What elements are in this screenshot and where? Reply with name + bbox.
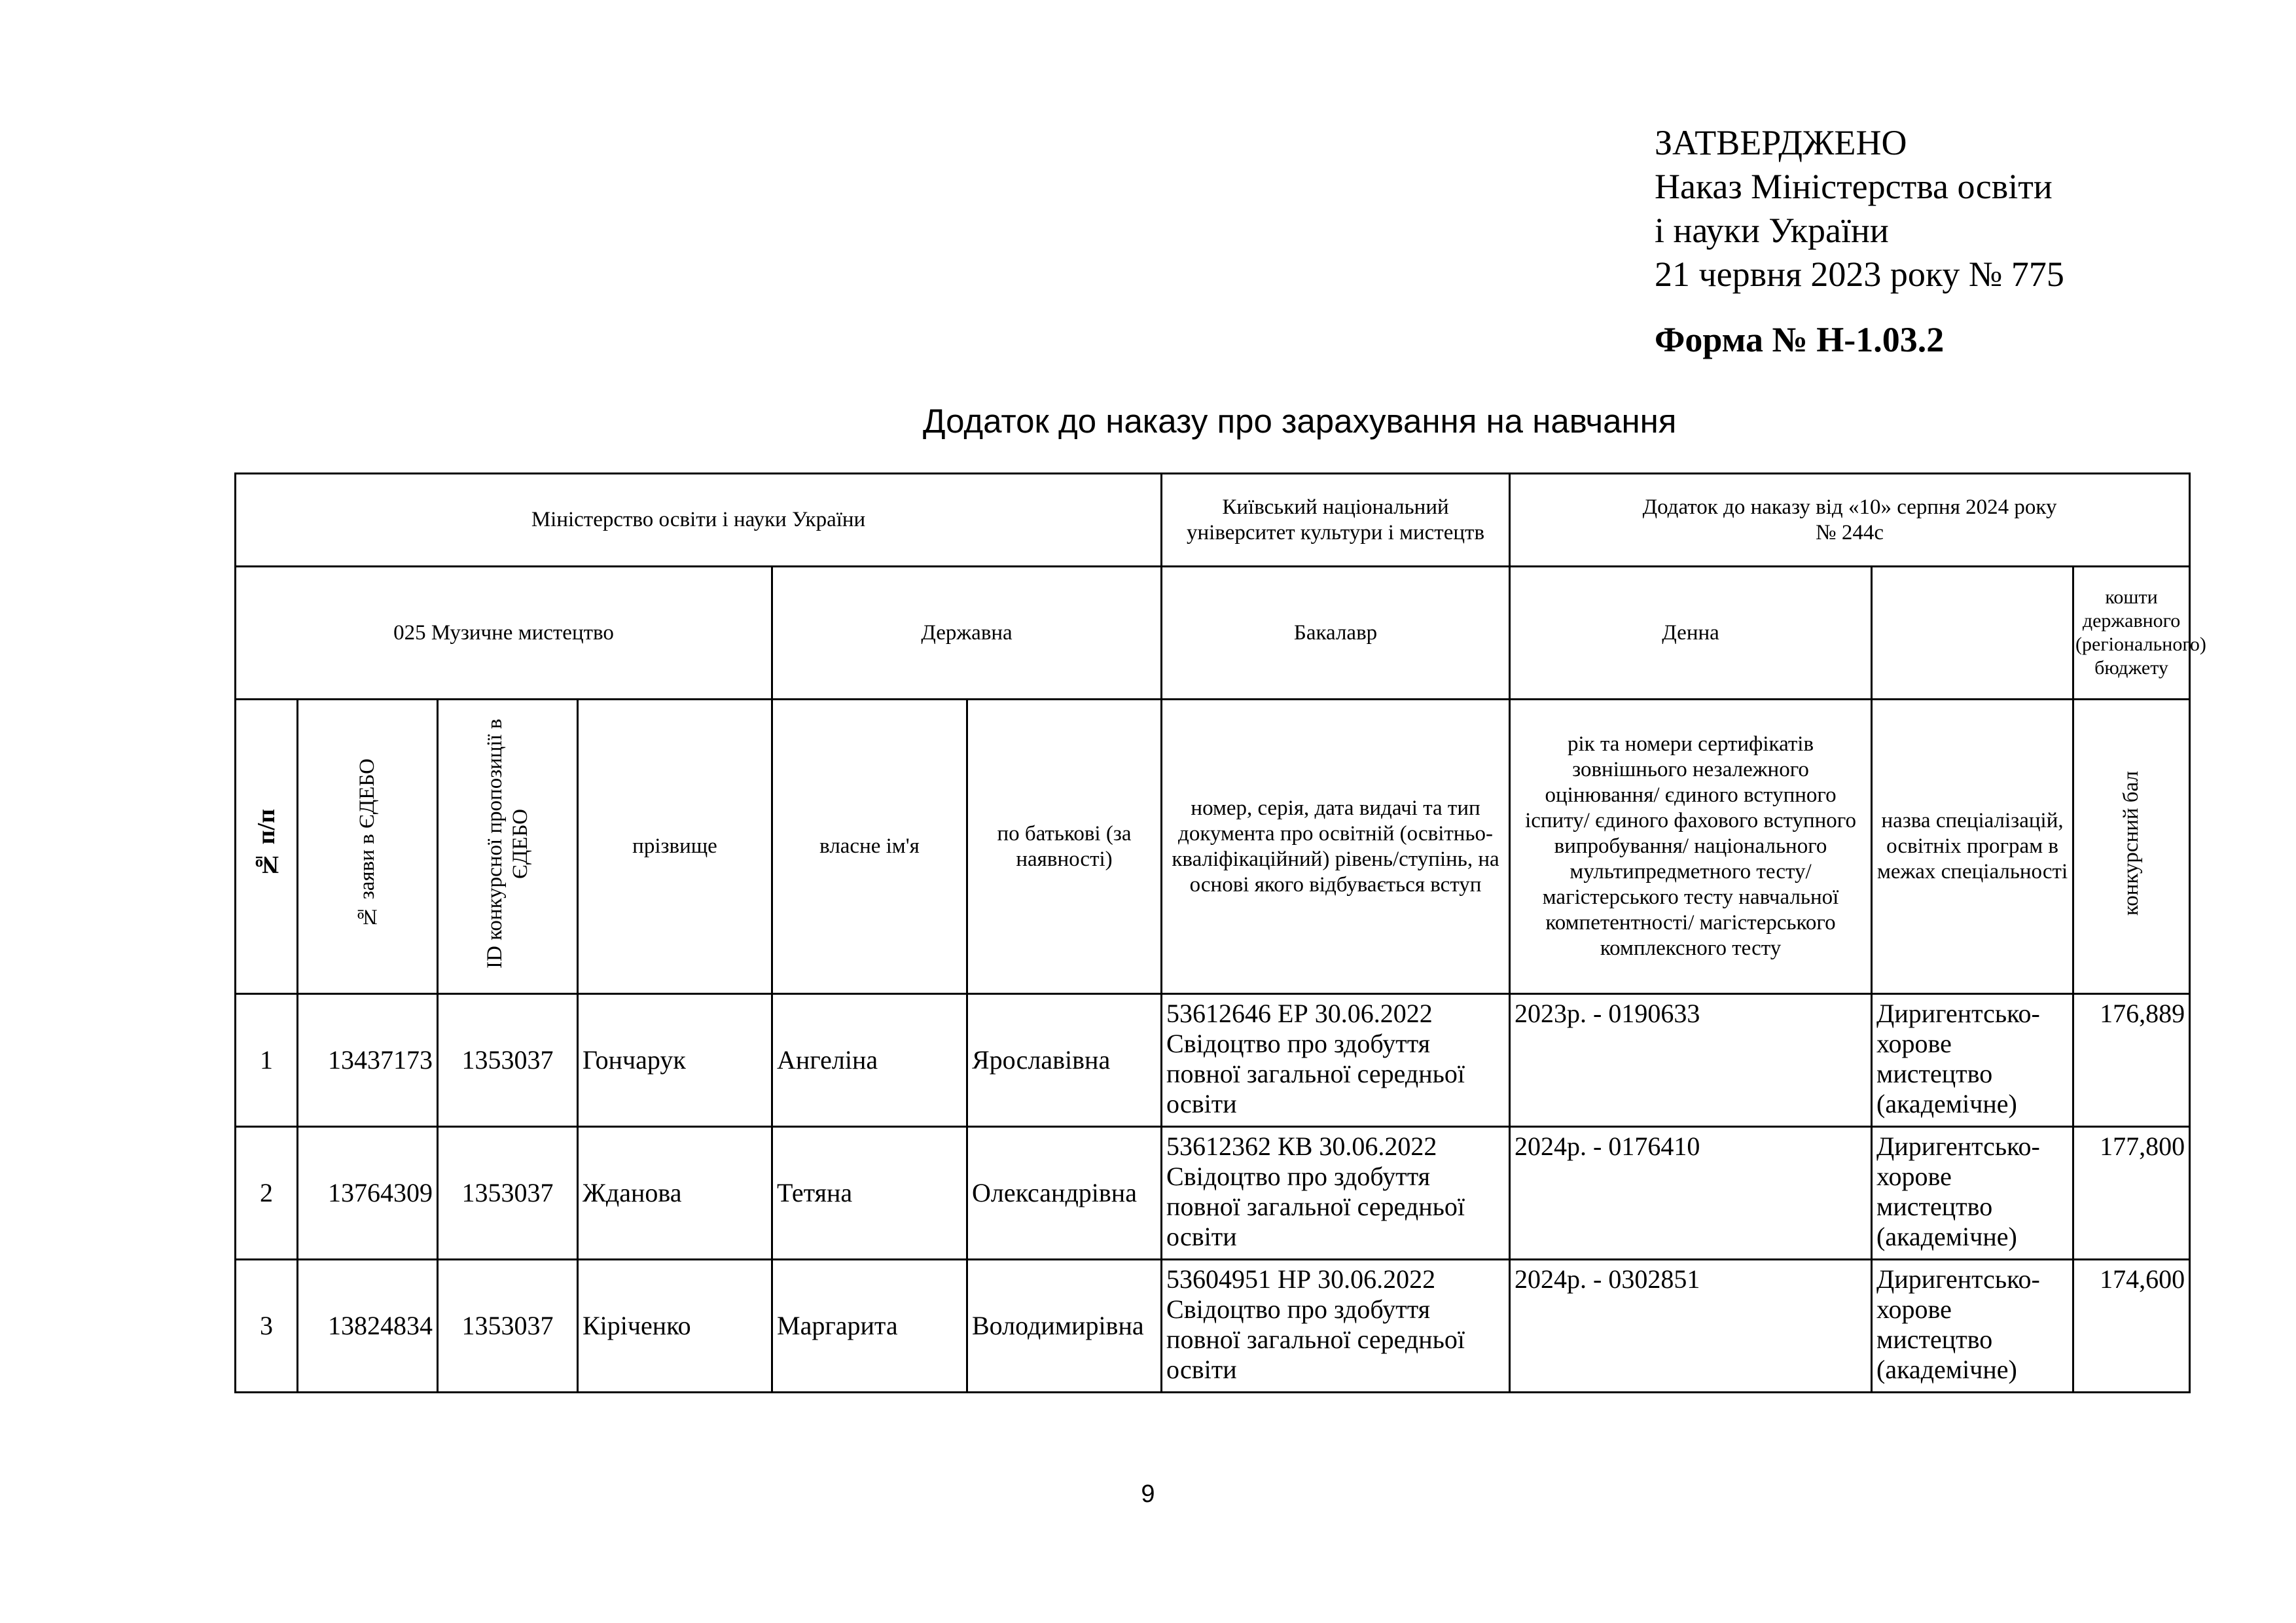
table-row [236, 1260, 2190, 1393]
row-certificates: 2024р. - 0302851 [1510, 1260, 1872, 1393]
col-app-no-label: № заяви в ЄДЕБО [355, 758, 379, 929]
col-document-header: номер, серія, дата видачі та тип документа про освітній (освітньо-кваліфікаційний) рівень/ступінь, на основі якого відбувається вступ [1162, 700, 1510, 994]
study-form-cell: Денна [1510, 567, 1872, 700]
col-num-label: № п/п [252, 808, 280, 878]
row-offer-id: 1353037 [438, 1260, 578, 1393]
approval-block [1655, 121, 2064, 296]
funding-type-cell: Державна [772, 567, 1162, 700]
row-first-name: Тетяна [772, 1127, 967, 1260]
column-header-row [236, 700, 2190, 994]
form-number: Форма № Н-1.03.2 [1655, 320, 1945, 359]
order-number: № 244с [1816, 520, 1884, 544]
col-app-no-header [298, 700, 438, 994]
row-offer-id: 1353037 [438, 994, 578, 1127]
row-document: 53612362 КВ 30.06.2022 Свідоцтво про здобуття повної загальної середньої освіти [1162, 1127, 1510, 1260]
approval-line-1: ЗАТВЕРДЖЕНО [1655, 123, 1907, 162]
empty-cell [1872, 567, 2073, 700]
row-num: 1 [236, 994, 298, 1127]
order-date: Додаток до наказу від «10» серпня 2024 року [1642, 495, 2057, 519]
col-first-name-header: власне ім'я [772, 700, 967, 994]
row-app-no: 13437173 [298, 994, 438, 1127]
university-cell: Київський національний університет культури і мистецтв [1162, 474, 1510, 567]
page-number: 9 [1141, 1480, 1155, 1508]
degree-cell: Бакалавр [1162, 567, 1510, 700]
row-app-no: 13764309 [298, 1127, 438, 1260]
table-row [236, 1127, 2190, 1260]
row-first-name: Маргарита [772, 1260, 967, 1393]
col-num-header [236, 700, 298, 994]
row-program: Диригентсько-хорове мистецтво (академічне) [1872, 1127, 2073, 1260]
approval-line-2: Наказ Міністерства освіти [1655, 167, 2053, 206]
specialty-cell: 025 Музичне мистецтво [236, 567, 772, 700]
order-cell [1510, 474, 2190, 567]
col-score-header [2073, 700, 2190, 994]
row-document: 53612646 ЕР 30.06.2022 Свідоцтво про здобуття повної загальної середньої освіти [1162, 994, 1510, 1127]
row-program: Диригентсько-хорове мистецтво (академічне) [1872, 994, 2073, 1127]
table-row [236, 994, 2190, 1127]
col-program-header: назва спеціалізацій, освітніх програм в межах спеціальності [1872, 700, 2073, 994]
row-patronymic: Олександрівна [967, 1127, 1162, 1260]
col-patronymic-header: по батькові (за наявності) [967, 700, 1162, 994]
row-certificates: 2024р. - 0176410 [1510, 1127, 1872, 1260]
row-score: 176,889 [2073, 994, 2190, 1127]
col-score-label: конкурсний бал [2119, 770, 2144, 916]
row-offer-id: 1353037 [438, 1127, 578, 1260]
col-surname-header: прізвище [578, 700, 772, 994]
enrollment-table [234, 473, 2206, 1393]
row-document: 53604951 НР 30.06.2022 Свідоцтво про здобуття повної загальної середньої освіти [1162, 1260, 1510, 1393]
row-app-no: 13824834 [298, 1260, 438, 1393]
row-surname: Кіріченко [578, 1260, 772, 1393]
approval-line-3: і науки України [1655, 211, 1889, 250]
document-title: Додаток до наказу про зарахування на навчання [923, 402, 1677, 440]
budget-cell: кошти державного (регіонального) бюджету [2073, 567, 2190, 700]
row-patronymic: Володимирівна [967, 1260, 1162, 1393]
col-offer-id-label: ID конкурсної пропозиції в ЄДЕБО [482, 718, 532, 969]
ministry-cell: Міністерство освіти і науки України [236, 474, 1162, 567]
approval-line-4: 21 червня 2023 року № 775 [1655, 255, 2064, 294]
row-patronymic: Ярославівна [967, 994, 1162, 1127]
header-row-1 [236, 474, 2190, 567]
col-certificates-header: рік та номери сертифікатів зовнішнього незалежного оцінювання/ єдиного вступного іспиту/ єдиного фахового вступного випробування/ національного мультипредметного тесту/ магістерського тесту навчальної компетентності/ магістерського комплексного тесту [1510, 700, 1872, 994]
row-num: 2 [236, 1127, 298, 1260]
col-offer-id-header [438, 700, 578, 994]
header-row-2 [236, 567, 2190, 700]
row-score: 174,600 [2073, 1260, 2190, 1393]
row-program: Диригентсько-хорове мистецтво (академічне) [1872, 1260, 2073, 1393]
row-surname: Жданова [578, 1127, 772, 1260]
row-num: 3 [236, 1260, 298, 1393]
row-first-name: Ангеліна [772, 994, 967, 1127]
row-certificates: 2023р. - 0190633 [1510, 994, 1872, 1127]
row-surname: Гончарук [578, 994, 772, 1127]
row-score: 177,800 [2073, 1127, 2190, 1260]
